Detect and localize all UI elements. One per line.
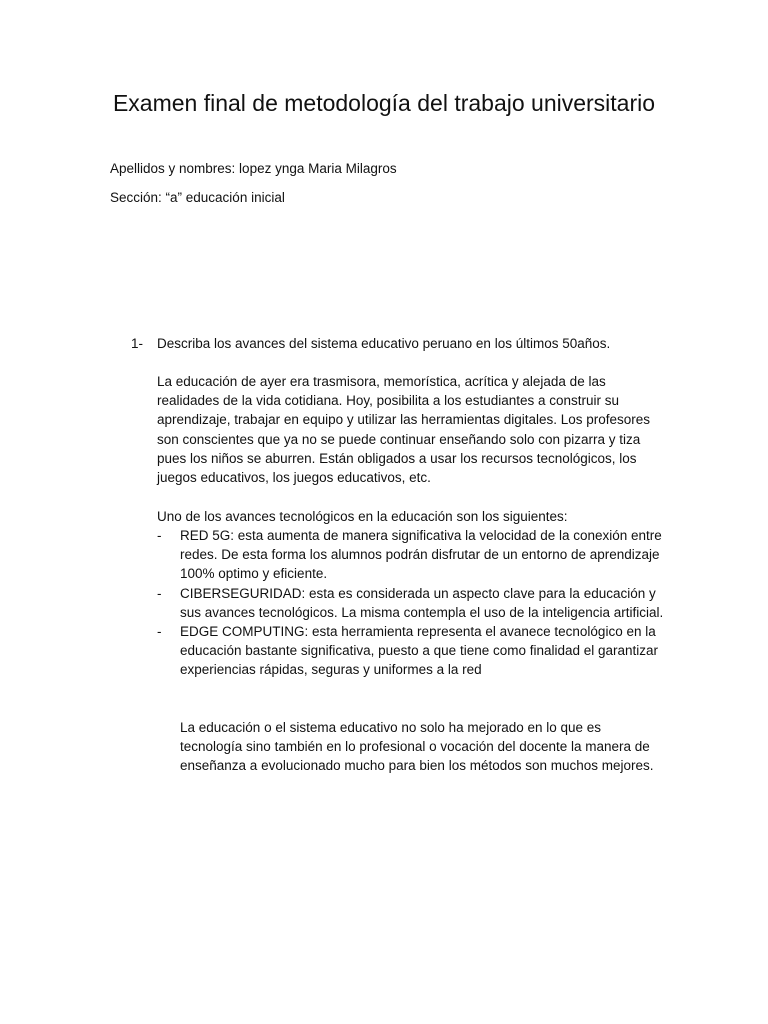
list-item <box>157 584 667 622</box>
paragraph-tech-advances-intro: Uno de los avances tecnológicos en la educación son los siguientes: <box>157 509 568 524</box>
question-number: 1- <box>131 336 144 351</box>
section-line: Sección: “a” educación inicial <box>110 190 285 205</box>
paragraph-conclusion: La educación o el sistema educativo no solo ha mejorado en lo que es tecnología sino también en lo profesional o vocación del docente la manera de enseñanza a evolucionado mucho para bien los métodos son muchos mejores. <box>180 720 654 774</box>
bullet-dash: - <box>157 528 162 543</box>
page-title: Examen final de metodología del trabajo universitario <box>112 90 656 116</box>
list-item-text: RED 5G: esta aumenta de manera significativa la velocidad de la conexión entre redes. De esta forma los alumnos podrán disfrutar de un entorno de aprendizaje 100% optimo y eficiente. <box>180 528 662 582</box>
list-item <box>157 526 667 584</box>
bullet-dash: - <box>157 585 162 601</box>
list-item <box>157 622 667 680</box>
list-item-text: CIBERSEGURIDAD: esta es considerada un aspecto clave para la educación y sus avances tecnológicos. La misma contempla el uso de la inteligencia artificial. <box>180 585 664 620</box>
bullet-dash: - <box>157 624 162 640</box>
paragraph-education-then-now: La educación de ayer era trasmisora, memorística, acrítica y alejada de las realidades de la vida cotidiana. Hoy, posibilita a los estudiantes a construir su aprendizaje, trabajar en equipo y utilizar las herramientas digitales. Los profesores son conscientes que ya no se puede continuar enseñando solo con pizarra y tiza pues los niños se aburren. Están obligados a usar los recursos tecnológicos, los juegos educativos, los juegos educativos, etc. <box>157 374 651 486</box>
question-text: Describa los avances del sistema educativo peruano en los últimos 50años. <box>157 336 611 351</box>
student-names-line: Apellidos y nombres: lopez ynga Maria Milagros <box>110 161 397 176</box>
tech-advances-list <box>157 526 667 680</box>
list-item-text: EDGE COMPUTING: esta herramienta representa el avanece tecnológico en la educación bastante significativa, puesto a que tiene como finalidad el garantizar experiencias rápidas, seguras y uniformes a la red <box>180 624 659 678</box>
